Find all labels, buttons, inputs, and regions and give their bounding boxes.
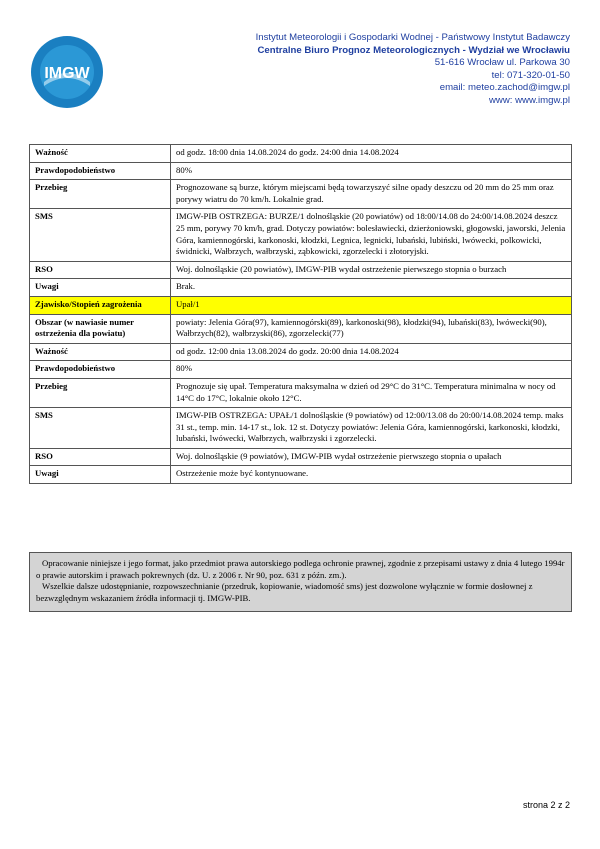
header-office: Centralne Biuro Prognoz Meteorologicznych - Wydział we Wrocławiu xyxy=(257,44,570,56)
header-www: www: www.imgw.pl xyxy=(488,94,570,106)
row-value: od godz. 18:00 dnia 14.08.2024 do godz. 24:00 dnia 14.08.2024 xyxy=(171,145,572,163)
table-row xyxy=(30,314,572,343)
row-value: IMGW-PIB OSTRZEGA: BURZE/1 dolnośląskie (20 powiatów) od 18:00/14.08 do 24:00/14.08.2024 deszcz 25 mm, porywy 70 km/h, grad. Dotyczy powiatów: bolesławiecki, dzierżoniowski, głogowski, jaworski, Jelenia Góra, kamiennogórski, karkonoski, kłodzki, Legnica, legnicki, lubański, lubiński, lwówecki, polkowicki, świdnicki, Wałbrzych, wałbrzyski, ząbkowicki, zgorzelecki i złotoryjski. xyxy=(171,209,572,261)
row-value: Upał/1 xyxy=(171,296,572,314)
header-phone: tel: 071-320-01-50 xyxy=(491,69,570,81)
row-label: RSO xyxy=(30,261,171,279)
table-row xyxy=(30,466,572,484)
imgw-logo xyxy=(30,34,104,110)
table-row xyxy=(30,378,572,407)
table-row xyxy=(30,343,572,361)
row-label: Zjawisko/Stopień zagrożenia xyxy=(30,296,171,314)
warning-table xyxy=(29,144,572,484)
row-label: Prawdopodobieństwo xyxy=(30,361,171,379)
copyright-notice xyxy=(29,552,572,612)
row-label: Prawdopodobieństwo xyxy=(30,162,171,180)
row-value: 80% xyxy=(171,162,572,180)
row-label: Uwagi xyxy=(30,279,171,297)
header xyxy=(256,32,570,108)
row-value: Prognozowane są burze, którym miejscami będą towarzyszyć silne opady deszczu od 20 mm do 25 mm oraz porywy wiatru do 70 km/h. Lokalnie grad. xyxy=(171,180,572,209)
notice-paragraph-2: Wszelkie dalsze udostępnianie, rozpowszechnianie (przedruk, kopiowanie, wiadomość sms) jest dozwolone wyłącznie w formie dosłownej z bezwzględnym wskazaniem źródła informacji tj. IMGW-PIB. xyxy=(36,581,533,603)
row-value: powiaty: Jelenia Góra(97), kamiennogórski(89), karkonoski(98), kłodzki(94), lubański(83), lwówecki(90), Wałbrzych(82), wałbrzyski(86), zgorzelecki(77) xyxy=(171,314,572,343)
page-number: strona 2 z 2 xyxy=(522,800,570,810)
row-label: Ważność xyxy=(30,145,171,163)
row-value: 80% xyxy=(171,361,572,379)
row-label: RSO xyxy=(30,448,171,466)
row-value: Brak. xyxy=(171,279,572,297)
row-label: SMS xyxy=(30,408,171,449)
row-label: Przebieg xyxy=(30,180,171,209)
table-row xyxy=(30,408,572,449)
row-value: Prognozuje się upał. Temperatura maksymalna w dzień od 29°C do 31°C. Temperatura minimalna w nocy od 14°C do 17°C, lokalnie około 12°C. xyxy=(171,378,572,407)
table-row xyxy=(30,162,572,180)
row-label: Przebieg xyxy=(30,378,171,407)
row-label: Uwagi xyxy=(30,466,171,484)
table-row xyxy=(30,296,572,314)
header-institute: Instytut Meteorologii i Gospodarki Wodnej - Państwowy Instytut Badawczy xyxy=(255,32,570,43)
row-value: Ostrzeżenie może być kontynuowane. xyxy=(171,466,572,484)
header-email: email: meteo.zachod@imgw.pl xyxy=(439,82,570,94)
logo-text: IMGW xyxy=(44,65,90,82)
table-row xyxy=(30,361,572,379)
table-row xyxy=(30,145,572,163)
table-row xyxy=(30,180,572,209)
table-row xyxy=(30,279,572,297)
notice-paragraph-1: Opracowanie niniejsze i jego format, jako przedmiot prawa autorskiego podlega ochronie prawnej, zgodnie z przepisami ustawy z dnia 4 lutego 1994r o prawie autorskim i prawach pokrewnych (dz. U. z 2006 r. Nr 90, poz. 631 z późn. zm.). xyxy=(36,558,565,580)
row-value: Woj. dolnośląskie (9 powiatów), IMGW-PIB wydał ostrzeżenie pierwszego stopnia o upałach xyxy=(171,448,572,466)
row-value: od godz. 12:00 dnia 13.08.2024 do godz. 20:00 dnia 14.08.2024 xyxy=(171,343,572,361)
table-row xyxy=(30,261,572,279)
table-row xyxy=(30,448,572,466)
row-label: Obszar (w nawiasie numer ostrzeżenia dla powiatu) xyxy=(30,314,171,343)
row-label: Ważność xyxy=(30,343,171,361)
row-value: Woj. dolnośląskie (20 powiatów), IMGW-PIB wydał ostrzeżenie pierwszego stopnia o burzach xyxy=(171,261,572,279)
header-address: 51-616 Wrocław ul. Parkowa 30 xyxy=(434,57,570,69)
row-label: SMS xyxy=(30,209,171,261)
row-value: IMGW-PIB OSTRZEGA: UPAŁ/1 dolnośląskie (9 powiatów) od 12:00/13.08 do 20:00/14.08.2024 temp. maks 31 st., temp. min. 14-17 st., lok. 12 st. Dotyczy powiatów: Jelenia Góra, kamiennogórski, karkonoski, kłodzki, lubański, lwówecki, Wałbrzych, wałbrzyski i zgorzelecki. xyxy=(171,408,572,449)
table-row xyxy=(30,209,572,261)
